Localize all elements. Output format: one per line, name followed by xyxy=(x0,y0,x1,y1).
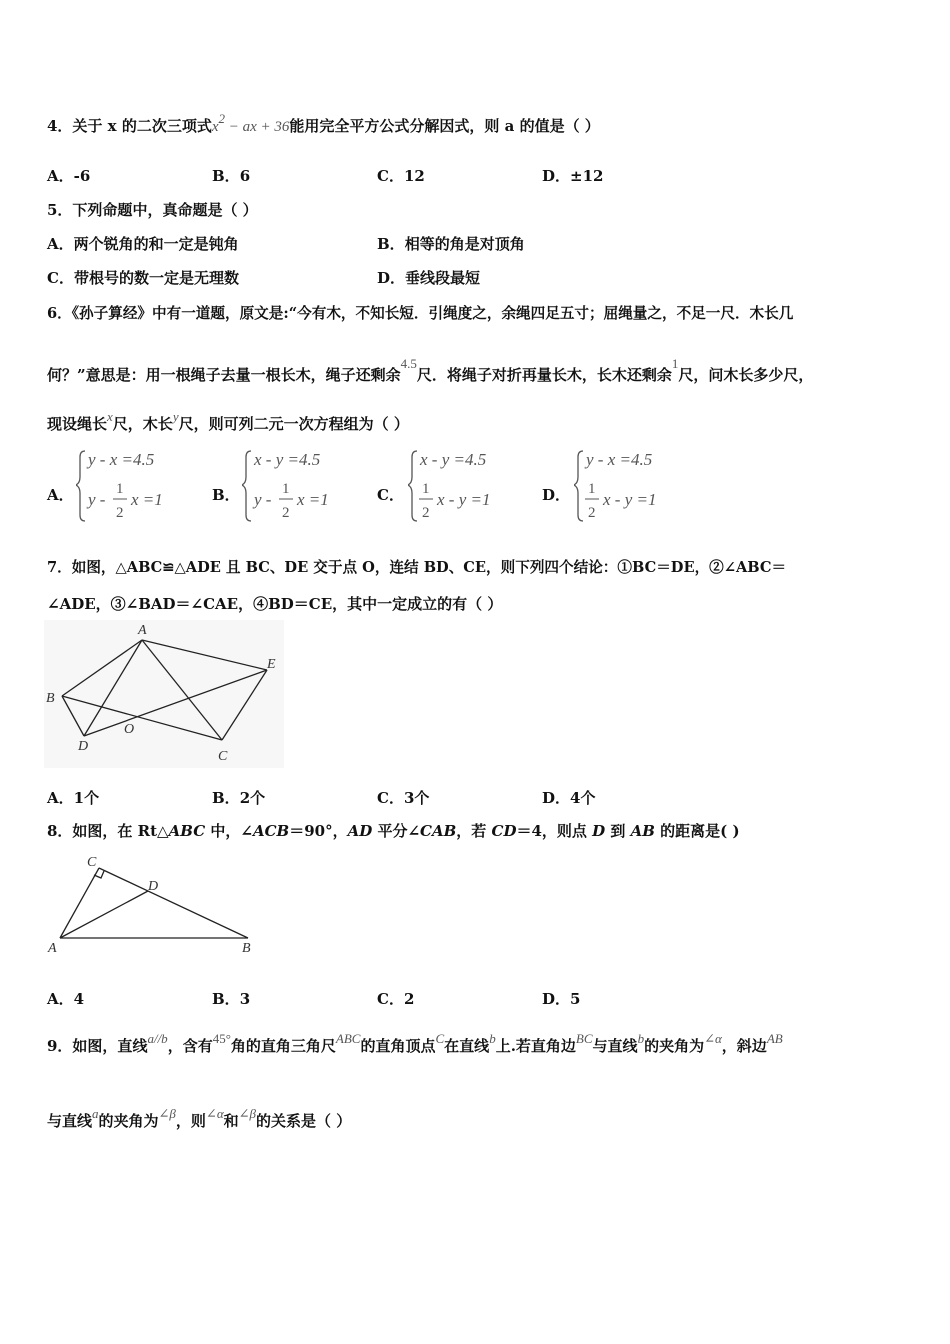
q7-stem-line2: ∠ADE，③∠BAD＝∠CAE，④BD＝CE，其中一定成立的有（ ） xyxy=(47,595,503,613)
svg-text:2: 2 xyxy=(588,505,596,521)
q6-option-b-letter[interactable]: B． xyxy=(212,486,240,504)
q7-option-c[interactable]: C．3个 xyxy=(377,789,430,807)
svg-text:y -: y - xyxy=(254,490,272,509)
svg-text:1: 1 xyxy=(422,481,430,497)
svg-text:1: 1 xyxy=(116,481,124,497)
q8-segment-cb xyxy=(99,868,248,938)
q7-stem-line1: 7．如图，△ABC≌△ADE 且 BC、DE 交于点 O，连结 BD、CE，则下列四个结论：①BC＝DE，②∠ABC＝ xyxy=(47,559,787,576)
svg-text:x =1: x =1 xyxy=(131,490,163,509)
q4-stem: 4．关于 x 的二次三项式x2 − ax + 36能用完全平方公式分解因式，则 a 的值是（ ） xyxy=(47,111,600,135)
q6-option-b-system[interactable] xyxy=(242,447,362,527)
q8-label-c: C xyxy=(87,855,97,870)
q8-stem: 8．如图，在 Rt△ABC 中，∠ACB＝90°，AD 平分∠CAB，若 CD＝4，则点 D 到 AB 的距离是( ) xyxy=(47,822,740,840)
q6-option-d-system[interactable] xyxy=(574,447,694,527)
q7-option-a[interactable]: A．1个 xyxy=(47,789,100,807)
q7-figure xyxy=(44,620,289,774)
q6-option-c-letter[interactable]: C． xyxy=(377,486,404,504)
q7-label-a: A xyxy=(138,623,147,638)
svg-text:x - y =4.5: x - y =4.5 xyxy=(420,450,487,469)
q8-label-b: B xyxy=(242,941,251,956)
q8-option-c[interactable]: C．2 xyxy=(377,990,415,1008)
q4-option-d[interactable]: D．±12 xyxy=(542,167,604,185)
q5-option-d[interactable]: D．垂线段最短 xyxy=(377,269,481,287)
svg-text:x - y =1: x - y =1 xyxy=(437,490,491,509)
q7-label-o: O xyxy=(124,722,135,737)
q4-expression: x2 − ax + 36 xyxy=(211,111,290,135)
svg-text:2: 2 xyxy=(116,505,124,521)
q7-label-c: C xyxy=(218,749,228,764)
svg-text:2: 2 xyxy=(282,505,290,521)
q6-stem-line1: 6．《孙子算经》中有一道题，原文是:“今有木，不知长短．引绳度之，余绳四足五寸；屈绳量之，不足一尺．木长几 xyxy=(47,305,794,322)
q8-label-d: D xyxy=(148,879,159,894)
svg-text:y - x =4.5: y - x =4.5 xyxy=(586,450,653,469)
q8-option-d[interactable]: D．5 xyxy=(542,990,581,1008)
q4-option-c[interactable]: C．12 xyxy=(377,167,425,185)
q8-label-a: A xyxy=(48,941,57,956)
q8-option-a[interactable]: A．4 xyxy=(47,990,85,1008)
q9-stem-line2: 与直线a的夹角为∠β，则∠α和∠β的关系是（ ） xyxy=(47,1106,352,1130)
q5-option-b[interactable]: B．相等的角是对顶角 xyxy=(377,235,525,253)
q9-stem-line1: 9．如图，直线a//b，含有45°角的直角三角尺ABC的直角顶点C在直线b上.若直角边BC与直线b的夹角为∠α，斜边AB xyxy=(47,1031,783,1055)
q8-figure xyxy=(44,848,269,962)
q7-option-d[interactable]: D．4个 xyxy=(542,789,596,807)
q6-option-a-system[interactable] xyxy=(76,447,196,527)
svg-text:x =1: x =1 xyxy=(297,490,329,509)
q6-option-c-system[interactable] xyxy=(408,447,528,527)
svg-text:y - x =4.5: y - x =4.5 xyxy=(88,450,155,469)
q8-option-b[interactable]: B．3 xyxy=(212,990,251,1008)
q6-option-a-letter[interactable]: A． xyxy=(47,486,74,504)
q6-stem-line2: 何？”意思是：用一根绳子去量一根长木，绳子还剩余4.5尺．将绳子对折再量长木，长木还剩余1尺，问木长多少尺， xyxy=(47,356,814,384)
svg-text:y -: y - xyxy=(88,490,106,509)
q6-option-d-letter[interactable]: D． xyxy=(542,486,571,504)
q7-label-e: E xyxy=(267,657,276,672)
q6-stem-line3: 现设绳长x尺，木长y尺，则可列二元一次方程组为（ ） xyxy=(47,409,409,433)
q7-option-b[interactable]: B．2个 xyxy=(212,789,266,807)
q5-option-c[interactable]: C．带根号的数一定是无理数 xyxy=(47,269,239,287)
q4-option-a[interactable]: A．-6 xyxy=(47,167,91,185)
q5-option-a[interactable]: A．两个锐角的和一定是钝角 xyxy=(47,235,239,253)
svg-text:x - y =1: x - y =1 xyxy=(603,490,657,509)
q7-label-b: B xyxy=(46,691,55,706)
svg-text:2: 2 xyxy=(422,505,430,521)
q5-stem: 5．下列命题中，真命题是（ ） xyxy=(47,201,258,219)
svg-text:x - y =4.5: x - y =4.5 xyxy=(254,450,321,469)
q7-label-d: D xyxy=(78,739,89,754)
q4-option-b[interactable]: B．6 xyxy=(212,167,251,185)
svg-text:1: 1 xyxy=(282,481,290,497)
svg-text:1: 1 xyxy=(588,481,596,497)
